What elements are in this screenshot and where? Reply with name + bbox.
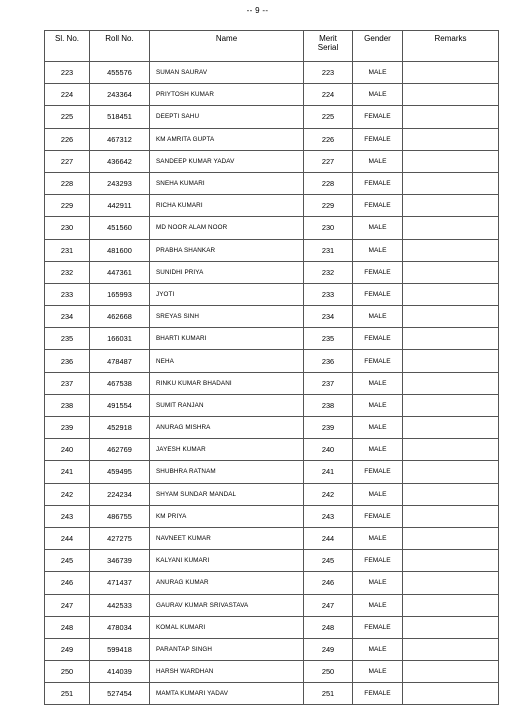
cell-name: NEHA	[150, 350, 304, 372]
table-row	[45, 195, 499, 217]
header-remarks: Remarks	[403, 31, 499, 62]
table-header-row	[45, 31, 499, 62]
cell-name: ANURAG KUMAR	[150, 572, 304, 594]
cell-gender: MALE	[353, 239, 403, 261]
cell-roll-no: 462769	[90, 439, 150, 461]
cell-sl-no: 244	[45, 527, 90, 549]
cell-sl-no: 250	[45, 661, 90, 683]
cell-sl-no: 230	[45, 217, 90, 239]
table-row	[45, 283, 499, 305]
table-row	[45, 594, 499, 616]
cell-roll-no: 478487	[90, 350, 150, 372]
table-row	[45, 661, 499, 683]
cell-roll-no: 447361	[90, 261, 150, 283]
cell-merit-serial: 238	[304, 394, 353, 416]
cell-name: KM PRIYA	[150, 505, 304, 527]
cell-sl-no: 240	[45, 439, 90, 461]
cell-gender: MALE	[353, 661, 403, 683]
cell-name: SREYAS SINH	[150, 306, 304, 328]
cell-gender: FEMALE	[353, 261, 403, 283]
cell-gender: MALE	[353, 417, 403, 439]
cell-remarks	[403, 372, 499, 394]
table-body	[45, 62, 499, 705]
cell-remarks	[403, 328, 499, 350]
cell-gender: FEMALE	[353, 328, 403, 350]
cell-roll-no: 467312	[90, 128, 150, 150]
cell-merit-serial: 223	[304, 62, 353, 84]
cell-sl-no: 228	[45, 172, 90, 194]
cell-sl-no: 243	[45, 505, 90, 527]
cell-roll-no: 459495	[90, 461, 150, 483]
cell-merit-serial: 246	[304, 572, 353, 594]
cell-gender: FEMALE	[353, 195, 403, 217]
cell-sl-no: 248	[45, 616, 90, 638]
table-row	[45, 394, 499, 416]
cell-merit-serial: 240	[304, 439, 353, 461]
header-merit-line1: Merit	[319, 34, 337, 43]
table-row	[45, 150, 499, 172]
header-sl-no: Sl. No.	[45, 31, 90, 62]
cell-sl-no: 241	[45, 461, 90, 483]
cell-name: PRIYTOSH KUMAR	[150, 84, 304, 106]
cell-gender: MALE	[353, 372, 403, 394]
cell-merit-serial: 249	[304, 638, 353, 660]
cell-gender: FEMALE	[353, 616, 403, 638]
cell-gender: MALE	[353, 217, 403, 239]
cell-gender: FEMALE	[353, 106, 403, 128]
cell-remarks	[403, 661, 499, 683]
cell-gender: FEMALE	[353, 128, 403, 150]
cell-roll-no: 442911	[90, 195, 150, 217]
cell-name: MAMTA KUMARI YADAV	[150, 683, 304, 705]
table-row	[45, 261, 499, 283]
cell-roll-no: 346739	[90, 550, 150, 572]
cell-sl-no: 245	[45, 550, 90, 572]
table-row	[45, 84, 499, 106]
header-roll-no: Roll No.	[90, 31, 150, 62]
cell-sl-no: 224	[45, 84, 90, 106]
cell-roll-no: 467538	[90, 372, 150, 394]
cell-gender: FEMALE	[353, 683, 403, 705]
cell-remarks	[403, 195, 499, 217]
cell-gender: MALE	[353, 572, 403, 594]
table-row	[45, 439, 499, 461]
cell-gender: FEMALE	[353, 172, 403, 194]
cell-roll-no: 462668	[90, 306, 150, 328]
cell-remarks	[403, 505, 499, 527]
cell-remarks	[403, 594, 499, 616]
cell-gender: MALE	[353, 150, 403, 172]
cell-sl-no: 246	[45, 572, 90, 594]
cell-roll-no: 165993	[90, 283, 150, 305]
cell-name: SNEHA KUMARI	[150, 172, 304, 194]
cell-roll-no: 481600	[90, 239, 150, 261]
cell-remarks	[403, 550, 499, 572]
cell-name: SUNIDHI PRIYA	[150, 261, 304, 283]
table-row	[45, 572, 499, 594]
header-merit-line2: Serial	[317, 43, 339, 52]
cell-sl-no: 235	[45, 328, 90, 350]
table-row	[45, 62, 499, 84]
cell-sl-no: 232	[45, 261, 90, 283]
cell-remarks	[403, 84, 499, 106]
table-row	[45, 616, 499, 638]
cell-merit-serial: 236	[304, 350, 353, 372]
cell-remarks	[403, 638, 499, 660]
cell-sl-no: 249	[45, 638, 90, 660]
cell-merit-serial: 235	[304, 328, 353, 350]
cell-remarks	[403, 283, 499, 305]
cell-roll-no: 486755	[90, 505, 150, 527]
header-gender: Gender	[353, 31, 403, 62]
cell-sl-no: 237	[45, 372, 90, 394]
table-row	[45, 239, 499, 261]
cell-remarks	[403, 527, 499, 549]
cell-merit-serial: 245	[304, 550, 353, 572]
cell-roll-no: 471437	[90, 572, 150, 594]
cell-roll-no: 243293	[90, 172, 150, 194]
cell-name: GAURAV KUMAR SRIVASTAVA	[150, 594, 304, 616]
cell-merit-serial: 224	[304, 84, 353, 106]
cell-merit-serial: 248	[304, 616, 353, 638]
cell-gender: MALE	[353, 394, 403, 416]
cell-gender: MALE	[353, 527, 403, 549]
cell-gender: MALE	[353, 594, 403, 616]
cell-gender: MALE	[353, 638, 403, 660]
cell-name: MD NOOR ALAM NOOR	[150, 217, 304, 239]
cell-name: KALYANI KUMARI	[150, 550, 304, 572]
cell-roll-no: 442533	[90, 594, 150, 616]
cell-merit-serial: 244	[304, 527, 353, 549]
cell-gender: MALE	[353, 306, 403, 328]
cell-name: SANDEEP KUMAR YADAV	[150, 150, 304, 172]
cell-roll-no: 436642	[90, 150, 150, 172]
cell-sl-no: 242	[45, 483, 90, 505]
cell-merit-serial: 243	[304, 505, 353, 527]
cell-sl-no: 227	[45, 150, 90, 172]
cell-merit-serial: 247	[304, 594, 353, 616]
cell-sl-no: 229	[45, 195, 90, 217]
cell-remarks	[403, 350, 499, 372]
cell-name: KM AMRITA GUPTA	[150, 128, 304, 150]
cell-name: SHUBHRA RATNAM	[150, 461, 304, 483]
table-row	[45, 128, 499, 150]
table-row	[45, 217, 499, 239]
cell-merit-serial: 233	[304, 283, 353, 305]
cell-roll-no: 243364	[90, 84, 150, 106]
cell-remarks	[403, 417, 499, 439]
cell-gender: MALE	[353, 62, 403, 84]
cell-remarks	[403, 683, 499, 705]
cell-merit-serial: 226	[304, 128, 353, 150]
cell-roll-no: 427275	[90, 527, 150, 549]
header-merit-serial	[304, 31, 353, 62]
cell-roll-no: 452918	[90, 417, 150, 439]
cell-roll-no: 166031	[90, 328, 150, 350]
table-row	[45, 527, 499, 549]
page-number: -- 9 --	[246, 6, 269, 15]
cell-remarks	[403, 439, 499, 461]
cell-roll-no: 527454	[90, 683, 150, 705]
cell-merit-serial: 237	[304, 372, 353, 394]
cell-merit-serial: 251	[304, 683, 353, 705]
cell-sl-no: 238	[45, 394, 90, 416]
cell-name: SUMIT RANJAN	[150, 394, 304, 416]
cell-name: ANURAG MISHRA	[150, 417, 304, 439]
cell-roll-no: 414039	[90, 661, 150, 683]
cell-sl-no: 251	[45, 683, 90, 705]
cell-remarks	[403, 217, 499, 239]
table-row	[45, 461, 499, 483]
merit-list-table	[44, 30, 499, 705]
cell-remarks	[403, 461, 499, 483]
cell-name: PARANTAP SINGH	[150, 638, 304, 660]
cell-roll-no: 478034	[90, 616, 150, 638]
cell-remarks	[403, 150, 499, 172]
cell-merit-serial: 230	[304, 217, 353, 239]
cell-remarks	[403, 128, 499, 150]
cell-sl-no: 223	[45, 62, 90, 84]
cell-remarks	[403, 616, 499, 638]
cell-name: JAYESH KUMAR	[150, 439, 304, 461]
cell-sl-no: 233	[45, 283, 90, 305]
cell-remarks	[403, 306, 499, 328]
cell-name: SUMAN SAURAV	[150, 62, 304, 84]
cell-gender: FEMALE	[353, 461, 403, 483]
cell-roll-no: 518451	[90, 106, 150, 128]
cell-sl-no: 234	[45, 306, 90, 328]
cell-roll-no: 491554	[90, 394, 150, 416]
cell-gender: MALE	[353, 483, 403, 505]
cell-gender: MALE	[353, 439, 403, 461]
table-row	[45, 372, 499, 394]
cell-name: KOMAL KUMARI	[150, 616, 304, 638]
cell-sl-no: 247	[45, 594, 90, 616]
cell-roll-no: 451560	[90, 217, 150, 239]
cell-gender: FEMALE	[353, 505, 403, 527]
cell-sl-no: 236	[45, 350, 90, 372]
cell-merit-serial: 227	[304, 150, 353, 172]
cell-merit-serial: 242	[304, 483, 353, 505]
cell-name: JYOTI	[150, 283, 304, 305]
table-row	[45, 328, 499, 350]
table-row	[45, 350, 499, 372]
cell-roll-no: 224234	[90, 483, 150, 505]
cell-name: BHARTI KUMARI	[150, 328, 304, 350]
table-row	[45, 172, 499, 194]
cell-name: NAVNEET KUMAR	[150, 527, 304, 549]
cell-merit-serial: 229	[304, 195, 353, 217]
cell-merit-serial: 250	[304, 661, 353, 683]
cell-sl-no: 225	[45, 106, 90, 128]
cell-merit-serial: 232	[304, 261, 353, 283]
header-name: Name	[150, 31, 304, 62]
cell-merit-serial: 241	[304, 461, 353, 483]
cell-gender: MALE	[353, 84, 403, 106]
cell-gender: FEMALE	[353, 550, 403, 572]
table-row	[45, 638, 499, 660]
cell-remarks	[403, 483, 499, 505]
cell-merit-serial: 225	[304, 106, 353, 128]
cell-roll-no: 455576	[90, 62, 150, 84]
table-row	[45, 505, 499, 527]
cell-name: SHYAM SUNDAR MANDAL	[150, 483, 304, 505]
cell-remarks	[403, 172, 499, 194]
cell-remarks	[403, 62, 499, 84]
cell-gender: FEMALE	[353, 350, 403, 372]
cell-sl-no: 239	[45, 417, 90, 439]
cell-merit-serial: 231	[304, 239, 353, 261]
cell-merit-serial: 234	[304, 306, 353, 328]
cell-roll-no: 599418	[90, 638, 150, 660]
cell-merit-serial: 228	[304, 172, 353, 194]
cell-remarks	[403, 394, 499, 416]
cell-name: DEEPTI SAHU	[150, 106, 304, 128]
cell-name: HARSH WARDHAN	[150, 661, 304, 683]
table-row	[45, 106, 499, 128]
table-row	[45, 483, 499, 505]
table-row	[45, 306, 499, 328]
cell-gender: FEMALE	[353, 283, 403, 305]
cell-name: RICHA KUMARI	[150, 195, 304, 217]
cell-merit-serial: 239	[304, 417, 353, 439]
cell-name: RINKU KUMAR BHADANI	[150, 372, 304, 394]
cell-name: PRABHA SHANKAR	[150, 239, 304, 261]
cell-remarks	[403, 572, 499, 594]
cell-sl-no: 231	[45, 239, 90, 261]
cell-sl-no: 226	[45, 128, 90, 150]
cell-remarks	[403, 239, 499, 261]
table-row	[45, 417, 499, 439]
table-row	[45, 683, 499, 705]
cell-remarks	[403, 261, 499, 283]
cell-remarks	[403, 106, 499, 128]
table-row	[45, 550, 499, 572]
